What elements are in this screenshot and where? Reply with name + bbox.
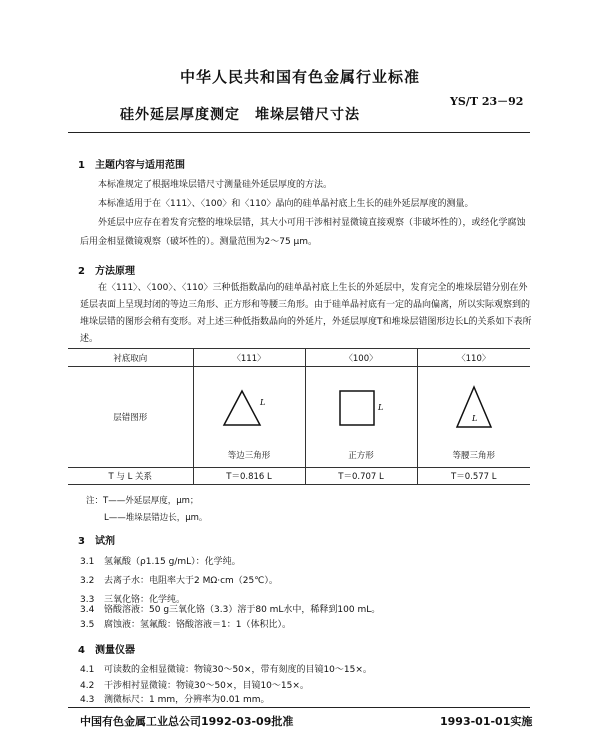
table-col-header: 衬底取向 (68, 349, 193, 367)
section-1-paragraph-1: 本标准规定了根据堆垛层错尺寸测量硅外延层厚度的方法。 (98, 180, 333, 190)
table-note-1: 注：T——外延层厚度，μm； (86, 496, 199, 506)
shape-cell-100 (305, 367, 417, 468)
table-shape-row (68, 367, 530, 468)
implementation-date: 1993-01-01实施 (440, 715, 533, 728)
square-icon (334, 385, 388, 435)
list-item: 4.3 测微标尺：1 mm，分辨率为0.01 mm。 (80, 695, 270, 705)
orientation-100: 〈100〉 (305, 349, 417, 367)
list-item: 3.1 氢氟酸（ρ1.15 g/mL）：化学纯。 (80, 557, 241, 567)
orientation-111: 〈111〉 (193, 349, 305, 367)
relation-100: T＝0.707 L (305, 468, 417, 485)
table-header-row (68, 349, 530, 367)
standard-code: YS/T 23－92 (450, 95, 524, 108)
document-title: 硅外延层厚度测定 堆垛层错尺寸法 (120, 107, 360, 123)
relation-111: T＝0.816 L (193, 468, 305, 485)
table-note-2: L——堆垛层错边长，μm。 (104, 513, 208, 523)
section-4-heading: 4 测量仪器 (78, 645, 135, 656)
list-item: 3.3 三氧化铬：化学纯。 (80, 595, 186, 605)
table-relation-row (68, 468, 530, 485)
equilateral-triangle-icon (222, 385, 276, 435)
standard-name: 中华人民共和国有色金属行业标准 (179, 68, 420, 86)
shape-name-110: 等腰三角形 (452, 451, 495, 461)
list-item: 3.2 去离子水：电阻率大于2 MΩ·cm（25℃）。 (80, 576, 278, 586)
svg-text:L: L (471, 414, 478, 423)
shape-cell-111 (193, 367, 305, 468)
footer-rule (68, 707, 530, 708)
shape-row-label: 层错图形 (68, 367, 193, 468)
list-item: 4.2 干涉相衬显微镜：物镜30～50×，目镜10～15×。 (80, 681, 309, 691)
section-1-paragraph-2: 本标准适用于在〈111〉、〈100〉和〈110〉晶向的硅单晶衬底上生长的硅外延层厚度的测量。 (98, 199, 474, 209)
shape-cell-110 (417, 367, 530, 468)
section-2-paragraph: 在〈111〉、〈100〉、〈110〉三种低指数晶向的硅单晶衬底上生长的外延层中，发育完全的堆垛层错分别在外延层表面上呈现封闭的等边三角形、正方形和等腰三角形。由于硅单晶衬底有一定的晶向偏离，所以实际观察到的堆垛层错的图形会稍有变形。对上述三种低指数晶向的外延片，外延层厚度T和堆垛层错图形边长L的关系如下表所述。 (80, 283, 532, 344)
list-item: 4.1 可读数的金相显微镜：物镜30～50×，带有刻度的目镜10～15×。 (80, 665, 372, 675)
orientation-110: 〈110〉 (417, 349, 530, 367)
list-item: 3.4 铬酸溶液：50 g三氧化铬（3.3）溶于80 mL水中，稀释到100 mL。 (80, 605, 381, 615)
isosceles-triangle-icon (447, 385, 501, 435)
orientation-table (68, 348, 530, 485)
relation-row-label: T 与 L 关系 (68, 468, 193, 485)
shape-name-111: 等边三角形 (227, 451, 271, 461)
svg-text:L: L (260, 398, 266, 407)
section-1-paragraph-3: 外延层中应存在着发育完整的堆垛层错，其大小可用干涉相衬显微镜直接观察（非破坏性的），或经化学腐蚀后用金相显微镜观察（破坏性的）。测量范围为2～75 μm。 (80, 218, 526, 247)
section-2-heading: 2 方法原理 (78, 266, 135, 277)
header-rule (68, 132, 530, 133)
shape-name-100: 正方形 (348, 451, 374, 461)
svg-text:L: L (378, 403, 384, 412)
approval-line: 中国有色金属工业总公司1992-03-09批准 (80, 715, 294, 728)
list-item: 3.5 腐蚀液：氢氟酸：铬酸溶液＝1：1（体积比）。 (80, 620, 291, 630)
relation-110: T＝0.577 L (417, 468, 530, 485)
section-1-heading: 1 主题内容与适用范围 (78, 160, 185, 171)
section-3-heading: 3 试剂 (78, 536, 115, 547)
